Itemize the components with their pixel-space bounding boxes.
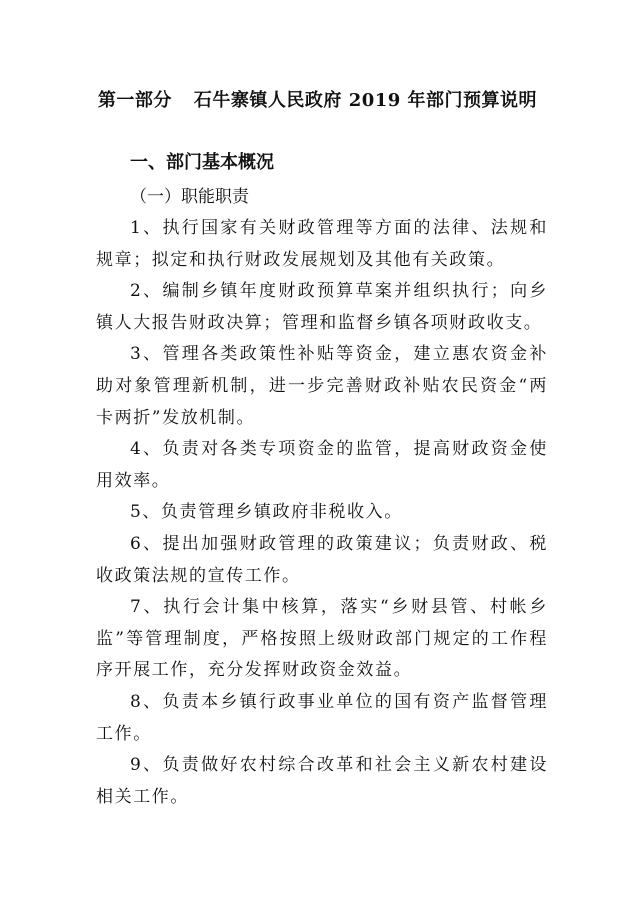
title-part-label: 第一部分 (97, 90, 172, 111)
duty-item-9: 9、负责做好农村综合改革和社会主义新农村建设相关工作。 (96, 755, 548, 807)
duty-item-6: 6、提出加强财政管理的政策建议；负责财政、税收政策法规的宣传工作。 (96, 533, 548, 586)
title-main-text: 石牛寨镇人民政府 2019 年部门预算说明 (193, 90, 538, 111)
section-heading: 一、部门基本概况 (130, 152, 274, 173)
duty-item-3: 3、管理各类政策性补贴等资金，建立惠农资金补助对象管理新机制，进一步完善财政补贴农民资金“两卡两折”发放机制。 (96, 344, 548, 428)
duty-item-8: 8、负责本乡镇行政事业单位的国有资产监督管理工作。 (96, 691, 548, 744)
duty-item-5: 5、负责管理乡镇政府非税收入。 (130, 502, 403, 523)
duty-item-2: 2、编制乡镇年度财政预算草案并组织执行；向乡镇人大报告财政决算；管理和监督乡镇各项财政收支。 (96, 281, 548, 333)
duty-item-7: 7、执行会计集中核算，落实“乡财县管、村帐乡监”等管理制度，严格按照上级财政部门规定的工作程序开展工作，充分发挥财政资金效益。 (96, 597, 548, 681)
duty-item-4: 4、负责对各类专项资金的监管，提高财政资金使用效率。 (96, 439, 548, 491)
subsection-heading: （一）职能职责 (130, 187, 249, 207)
duty-list (96, 213, 548, 813)
page-title (0, 86, 635, 112)
duty-item-1: 1、执行国家有关财政管理等方面的法律、法规和规章；拟定和执行财政发展规划及其他有关政策。 (96, 218, 548, 270)
